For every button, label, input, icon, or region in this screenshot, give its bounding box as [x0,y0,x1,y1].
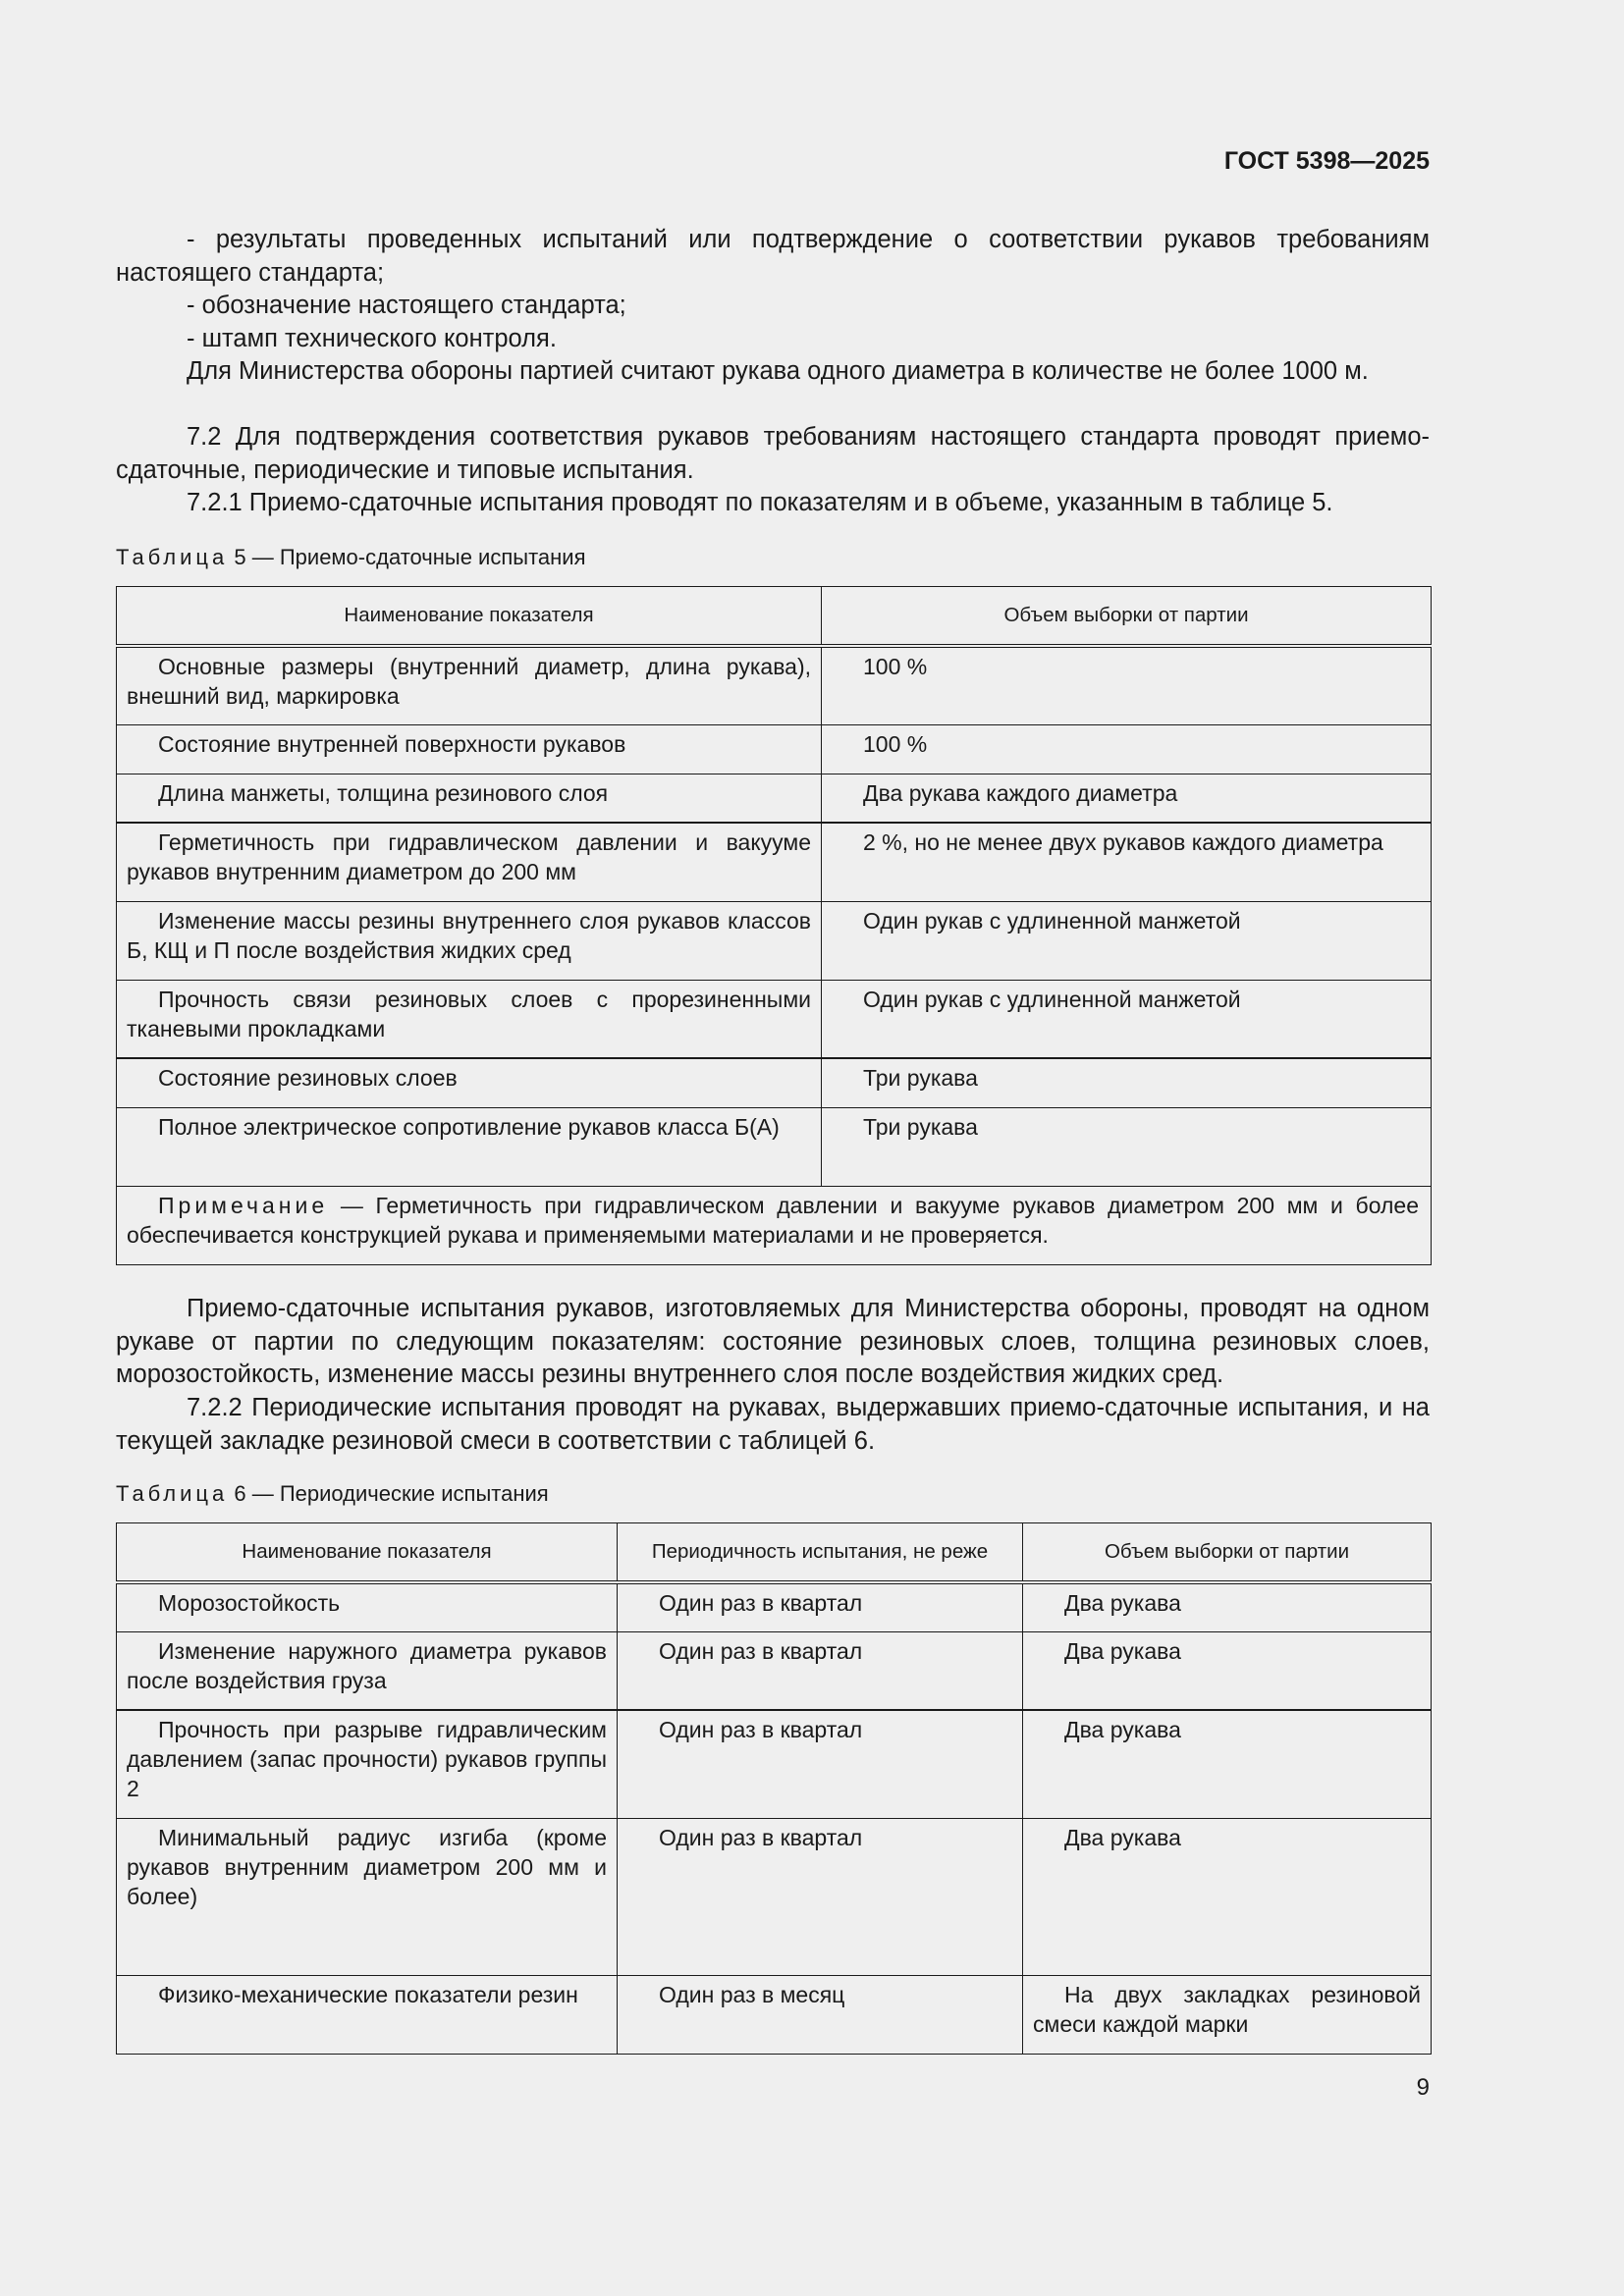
table5-cell-name: Полное электрическое сопротивление рукавов класса Б(А) [117,1107,822,1186]
table5-note [117,1186,1432,1264]
table5-header-volume: Объем выборки от партии [822,587,1432,647]
table5-cell-name: Изменение массы резины внутреннего слоя рукавов классов Б, КЩ и П после воздействия жидких сред [117,901,822,980]
table6-caption-label: Таблица [116,1481,229,1506]
table6-cell-name: Минимальный радиус изгиба (кроме рукавов внутренним диаметром 200 мм и более) [117,1818,618,1975]
table-row [117,1710,1432,1818]
table5-note-row [117,1186,1432,1264]
table5-cell-volume: Два рукава каждого диаметра [822,774,1432,823]
table6-cell-name: Прочность при разрыве гидравлическим давлением (запас прочности) рукавов группы 2 [117,1710,618,1818]
page-number: 9 [1416,2074,1430,2101]
table5-cell-name: Длина манжеты, толщина резинового слоя [117,774,822,823]
table-row [117,1975,1432,2054]
table5-cell-name: Состояние резиновых слоев [117,1058,822,1107]
table5-cell-volume: 2 %, но не менее двух рукавов каждого диаметра [822,823,1432,901]
table-row [117,980,1432,1058]
table5-cell-name: Герметичность при гидравлическом давлении и вакууме рукавов внутренним диаметром до 200 мм [117,823,822,901]
table6-cell-period: Один раз в квартал [618,1582,1023,1631]
paragraph-7-2-2: 7.2.2 Периодические испытания проводят на рукавах, выдержавших приемо-сдаточные испытания, и на текущей закладке резиновой смеси в соответствии с таблицей 6. [116,1394,1430,1455]
table6-cell-volume: Два рукава [1023,1582,1432,1631]
table6-cell-volume: На двух закладках резиновой смеси каждой марки [1023,1975,1432,2054]
table6-cell-period: Один раз в квартал [618,1710,1023,1818]
table6-header-name: Наименование показателя [117,1523,618,1583]
paragraph-mod-acceptance: Приемо-сдаточные испытания рукавов, изготовляемых для Министерства обороны, проводят на одном рукаве от партии по следующим показателям: состояние резиновых слоев, толщина резиновых слоев, морозостойкость, изменение массы резины внутреннего слоя после воздействия жидких сред. [116,1295,1430,1388]
paragraph-7-2-1: 7.2.1 Приемо-сдаточные испытания проводят по показателям и в объеме, указанным в таблице 5. [187,489,1333,516]
document-header: ГОСТ 5398—2025 [1223,147,1430,175]
paragraph-7-2: 7.2 Для подтверждения соответствия рукавов требованиям настоящего стандарта проводят приемо-сдаточные, периодические и типовые испытания. [116,423,1430,484]
table-6 [116,1522,1432,2055]
table-row [117,901,1432,980]
table5-caption [116,545,585,570]
table5-cell-volume: Три рукава [822,1107,1432,1186]
table6-cell-period: Один раз в квартал [618,1818,1023,1975]
table5-cell-volume: Три рукава [822,1058,1432,1107]
table6-caption [116,1481,549,1507]
table6-cell-volume: Два рукава [1023,1631,1432,1710]
table-5 [116,586,1432,1265]
table5-cell-name: Прочность связи резиновых слоев с прорезиненными тканевыми прокладками [117,980,822,1058]
paragraph-designation: - обозначение настоящего стандарта; [187,292,626,319]
table-row [117,1058,1432,1107]
table6-header-volume: Объем выборки от партии [1023,1523,1432,1583]
table6-cell-volume: Два рукава [1023,1818,1432,1975]
table-row [117,774,1432,823]
table5-note-label: Примечание [158,1192,329,1218]
table6-cell-period: Один раз в месяц [618,1975,1023,2054]
table6-caption-text: 6 — Периодические испытания [234,1481,549,1506]
table5-cell-volume: 100 % [822,646,1432,724]
table5-cell-volume: 100 % [822,724,1432,774]
table-row [117,1107,1432,1186]
table5-header-name: Наименование показателя [117,587,822,647]
table6-cell-name: Изменение наружного диаметра рукавов после воздействия груза [117,1631,618,1710]
table6-cell-period: Один раз в квартал [618,1631,1023,1710]
table-row [117,646,1432,724]
table5-cell-name: Состояние внутренней поверхности рукавов [117,724,822,774]
table-row [117,823,1432,901]
table-row [117,724,1432,774]
table5-caption-text: 5 — Приемо-сдаточные испытания [234,545,586,569]
table6-header-period: Периодичность испытания, не реже [618,1523,1023,1583]
table5-cell-name: Основные размеры (внутренний диаметр, длина рукава), внешний вид, маркировка [117,646,822,724]
table5-cell-volume: Один рукав с удлиненной манжетой [822,901,1432,980]
paragraph-stamp: - штамп технического контроля. [187,325,557,352]
table-row [117,1818,1432,1975]
table6-cell-volume: Два рукава [1023,1710,1432,1818]
table5-note-text: — Герметичность при гидравлическом давлении и вакууме рукавов диаметром 200 мм и более обеспечивается конструкцией рукава и применяемыми материалами и не проверяется. [127,1192,1419,1248]
paragraph-batch-definition: Для Министерства обороны партией считают рукава одного диаметра в количестве не более 1000 м. [187,357,1369,385]
paragraph-results: - результаты проведенных испытаний или подтверждение о соответствии рукавов требованиям настоящего стандарта; [116,226,1430,287]
table5-cell-volume: Один рукав с удлиненной манжетой [822,980,1432,1058]
table5-caption-label: Таблица [116,545,229,569]
table6-cell-name: Морозостойкость [117,1582,618,1631]
table6-cell-name: Физико-механические показатели резин [117,1975,618,2054]
table-row [117,1582,1432,1631]
table-row [117,1631,1432,1710]
